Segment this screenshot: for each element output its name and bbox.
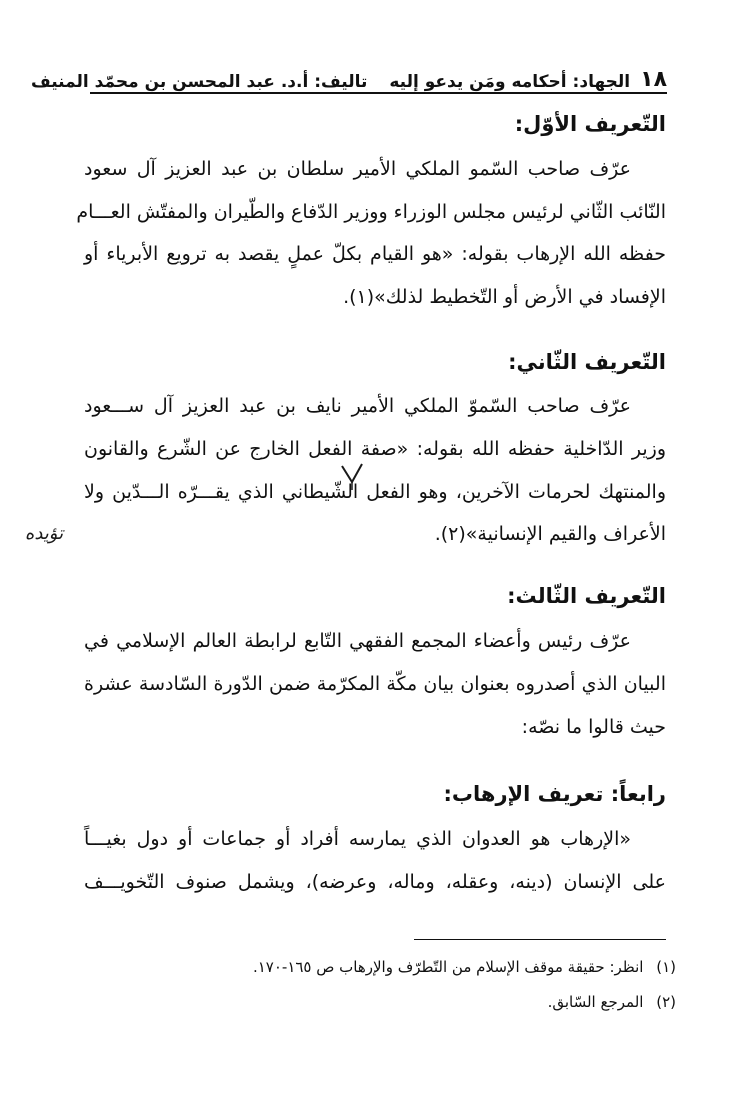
paragraph-line: النّائب الثّاني لرئيس مجلس الوزراء ووزير الدّفاع والطّيران والمفتّش العـــام — [76, 201, 666, 223]
footnote-text: انظر: حقيقة موقف الإسلام من التّطرّف والإرهاب ص ١٦٥-١٧٠. — [252, 958, 644, 976]
footnote-text: المرجع السّابق. — [547, 993, 644, 1011]
section-heading: رابعاً: تعريف الإرهاب: — [443, 782, 666, 806]
paragraph-line: عرّف صاحب السّمو الملكي الأمير سلطان بن عبد العزيز آل سعود — [84, 158, 631, 180]
paragraph-line: عرّف رئيس وأعضاء المجمع الفقهي التّابع لرابطة العالم الإسلامي في — [84, 630, 631, 652]
paragraph-line: وزير الدّاخلية حفظه الله بقوله: «صفة الفعل الخارج عن الشّرع والقانون — [84, 438, 666, 460]
section-heading: التّعريف الأوّل: — [514, 112, 666, 136]
paragraph-line: على الإنسان (دينه، وعقله، وماله، وعرضه)، ويشمل صنوف التّخويـــف — [84, 871, 666, 893]
paragraph-line: «الإرهاب هو العدوان الذي يمارسه أفراد أو جماعات أو دول بغيـــاً — [84, 828, 631, 850]
running-header — [31, 58, 667, 94]
footnote-number: (١) — [656, 958, 676, 976]
footnote — [253, 958, 676, 976]
paragraph-line: الأعراف والقيم الإنسانية»(٢). — [434, 523, 666, 545]
page-number: ١٨ — [640, 67, 667, 92]
paragraph-line: عرّف صاحب السّموّ الملكي الأمير نايف بن عبد العزيز آل ســـعود — [84, 395, 631, 417]
section-heading: التّعريف الثّالث: — [507, 584, 666, 608]
section-heading: التّعريف الثّاني: — [508, 350, 666, 374]
footnote — [548, 993, 676, 1011]
footnote-number: (٢) — [656, 993, 676, 1011]
paragraph-line: والمنتهك لحرمات الآخرين، وهو الفعل الشّيطاني الذي يقـــرّه الـــدّين ولا — [84, 481, 666, 503]
paragraph-line: الإفساد في الأرض أو التّخطيط لذلك»(١). — [343, 286, 666, 308]
paragraph-line: حيث قالوا ما نصّه: — [521, 716, 666, 738]
margin-note-text: تؤيده — [24, 523, 64, 544]
book-title: الجهاد: أحكامه ومَن يدعو إليه — [389, 72, 631, 92]
handwritten-margin-note — [4, 512, 84, 556]
paragraph-line: البيان الذي أصدروه بعنوان بيان مكّة المكرّمة ضمن الدّورة السّادسة عشرة — [84, 673, 666, 695]
paragraph-line: حفظه الله الإرهاب بقوله: «هو القيام بكلّ عملٍ يقصد به ترويع الأبرياء أو — [84, 243, 666, 265]
footnote-separator — [414, 939, 666, 940]
handwritten-insertion-mark — [338, 462, 366, 492]
author-line: تاليف: أ.د. عبد المحسن بن محمّد المنيف — [31, 72, 368, 92]
